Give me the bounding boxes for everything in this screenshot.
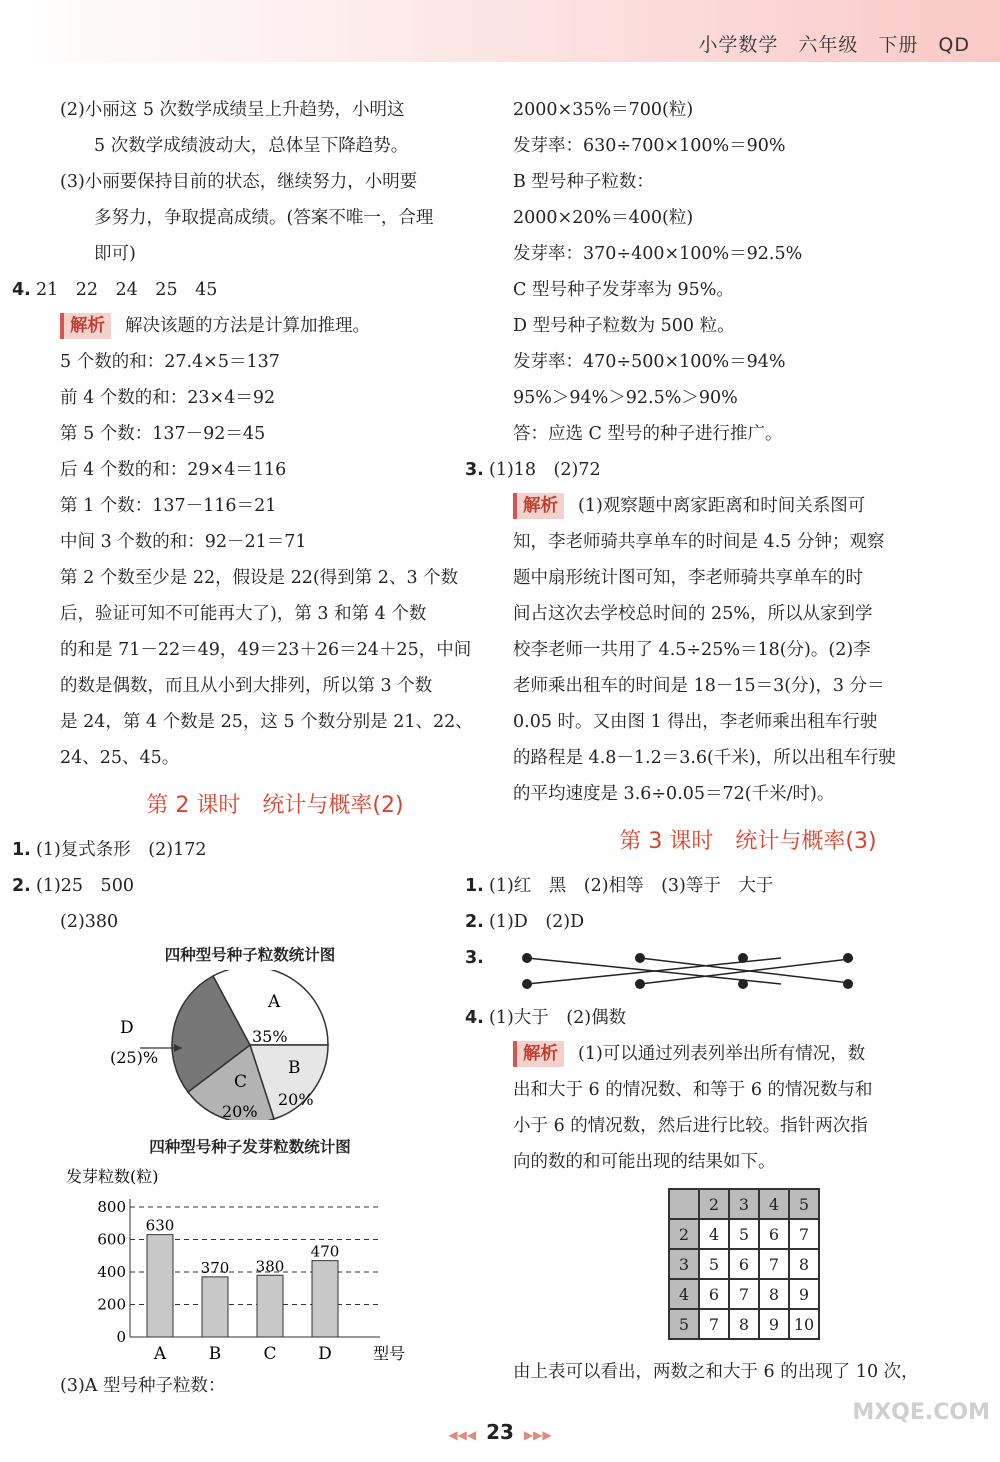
pie-pct-c: 20% (222, 1102, 258, 1120)
left-p1-3: 多努力，争取提高成绩。(答案不唯一，合理 (94, 208, 434, 228)
y-tick-label: 400 (97, 1263, 126, 1281)
bar-D (312, 1261, 338, 1337)
table-cell: 8 (789, 1249, 819, 1279)
q4-line-0: 5 个数的和：27.4×5＝137 (60, 352, 280, 372)
q4-line-2: 第 5 个数：137－92＝45 (60, 424, 266, 444)
table-cell: 6 (729, 1249, 759, 1279)
q4-line-10: 是 24，第 4 个数是 25，这 5 个数分别是 21、22、 (60, 712, 473, 732)
pie-title: 四种型号种子粒数统计图 (164, 946, 336, 964)
analysis-tag: 解析 (60, 313, 111, 339)
q4-line-6: 第 2 个数至少是 22，假设是 22(得到第 2、3 个数 (60, 568, 459, 588)
q3-line-6: 0.05 时。又由图 1 得出，李老师乘出租车行驶 (513, 712, 878, 732)
q3-analysis-first: 解析 (1)观察题中离家距离和时间关系图可 (513, 488, 983, 524)
bar-value-label: 380 (255, 1257, 285, 1276)
page-header (0, 0, 1000, 62)
matching-diagram (513, 940, 853, 1000)
left-p1-1: 5 次数学成绩波动大，总体呈下降趋势。 (94, 136, 409, 156)
header-text: 小学数学 六年级 下册 QD (698, 34, 970, 56)
b2: 2. (1)D (2)D (465, 912, 585, 932)
table-cell: 5 (729, 1219, 759, 1249)
left-p1-4: 即可) (94, 244, 136, 264)
table-cell: 9 (789, 1279, 819, 1309)
pie-pct-a: 35% (252, 1027, 288, 1046)
left-p1-0: (2)小丽这 5 次数学成绩呈上升趋势，小明这 (60, 100, 405, 120)
table-header-cell: 4 (759, 1189, 789, 1219)
y-tick-label: 800 (97, 1198, 126, 1216)
pie-label-c: C (234, 1072, 248, 1092)
x-tick-label: C (263, 1344, 277, 1362)
q3-line-4: 校李老师一共用了 4.5÷25%＝18(分)。(2)李 (513, 640, 871, 660)
pie-pct-d: (25)% (110, 1048, 159, 1067)
q4-answer: 4. 21 22 24 25 45 (12, 280, 218, 300)
y-tick-label: 600 (97, 1230, 126, 1249)
bar-value-label: 370 (200, 1258, 230, 1277)
q3-line-8: 的平均速度是 3.6÷0.05＝72(千米/时)。 (513, 784, 835, 804)
table-cell: 4 (699, 1219, 729, 1249)
bar-xlabel: 型号 (373, 1344, 406, 1362)
a2: 2. (1)25 500 (12, 876, 134, 896)
x-tick-label: B (208, 1344, 222, 1362)
y-tick-label: 200 (97, 1295, 126, 1314)
q4-line-9: 的数是偶数，而且从小到大排列，所以第 3 个数 (60, 676, 433, 696)
sum-table-wrap (513, 1180, 983, 1354)
right-line-7: 发芽率：470÷500×100%＝94% (513, 352, 786, 372)
pie-pct-b: 20% (278, 1090, 314, 1109)
pie-chart (60, 970, 440, 1120)
b4-line-3: 向的数的和可能出现的结果如下。 (513, 1152, 776, 1172)
watermark: MXQE.COM (852, 1400, 990, 1425)
q4-line-3: 后 4 个数的和：29×4＝116 (60, 460, 287, 480)
section-title-2: 第 2 课时 统计与概率(2) (146, 793, 404, 818)
bar-B (202, 1277, 228, 1337)
right-line-2: B 型号种子粒数： (513, 172, 654, 192)
q3-line-2: 题中扇形统计图可知，李老师骑共享单车的时 (513, 568, 863, 588)
table-row (669, 1309, 819, 1339)
section-title-3: 第 3 课时 统计与概率(3) (619, 829, 877, 854)
x-tick-label: A (153, 1344, 167, 1362)
table-cell: 6 (699, 1279, 729, 1309)
q3-line-5: 老师乘出租车的时间是 18－15＝3(分)，3 分＝ (513, 676, 885, 696)
table-cell: 7 (759, 1249, 789, 1279)
right-line-8: 95%＞94%＞92.5%＞90% (513, 388, 738, 408)
table-cell: 7 (729, 1279, 759, 1309)
q3-line-1: 知，李老师骑共享单车的时间是 4.5 分钟；观察 (513, 532, 885, 552)
right-line-9: 答：应选 C 型号的种子进行推广。 (513, 424, 783, 444)
table-cell: 5 (699, 1249, 729, 1279)
b4-analysis-first: 解析 (1)可以通过列表列举出所有情况，数 (513, 1036, 983, 1072)
x-tick-label: D (318, 1344, 332, 1362)
table-cell: 8 (729, 1309, 759, 1339)
table-cell: 7 (699, 1309, 729, 1339)
a1: 1. (1)复式条形 (2)172 (12, 840, 207, 860)
right-column (465, 92, 983, 1390)
q3-line-7: 的路程是 4.8－1.2＝3.6(千米)，所以出租车行驶 (513, 748, 896, 768)
pie-label-d: D (120, 1018, 134, 1038)
bar-value-label: 630 (145, 1216, 175, 1235)
q4-line-1: 前 4 个数的和：23×4＝92 (60, 388, 276, 408)
table-cell: 9 (759, 1309, 789, 1339)
a2-part2: (2)380 (60, 912, 119, 932)
page-number: ◀◀◀ 23 ▶▶▶ (448, 1420, 552, 1444)
last-line: 由上表可以看出，两数之和大于 6 的出现了 10 次， (513, 1362, 919, 1382)
table-cell: 3 (669, 1249, 699, 1279)
table-cell: 7 (789, 1219, 819, 1249)
pie-label-a: A (268, 992, 281, 1012)
right-line-1: 发芽率：630÷700×100%＝90% (513, 136, 786, 156)
sum-table (668, 1188, 820, 1340)
table-cell: 2 (669, 1219, 699, 1249)
right-line-3: 2000×20%＝400(粒) (513, 208, 694, 228)
right-line-6: D 型号种子粒数为 500 粒。 (513, 316, 735, 336)
table-row (669, 1219, 819, 1249)
table-cell: 6 (759, 1219, 789, 1249)
table-cell: 10 (789, 1309, 819, 1339)
table-cell: 5 (669, 1309, 699, 1339)
q3-line-3: 间占这次去学校总时间的 25%，所以从家到学 (513, 604, 873, 624)
b1: 1. (1)红 黑 (2)相等 (3)等于 大于 (465, 876, 774, 896)
table-header-cell: 5 (789, 1189, 819, 1219)
table-cell: 8 (759, 1279, 789, 1309)
bar-value-label: 470 (310, 1242, 340, 1261)
q4-analysis: 解析 解决该题的方法是计算加推理。 (60, 308, 490, 344)
b3: 3. (489, 940, 983, 1000)
table-row (669, 1249, 819, 1279)
q3-answer: 3. (1)18 (2)72 (465, 460, 601, 480)
right-line-4: 发芽率：370÷400×100%＝92.5% (513, 244, 803, 264)
b4-line-2: 小于 6 的情况数，然后进行比较。指针两次指 (513, 1116, 868, 1136)
pie-label-b: B (288, 1058, 301, 1078)
bar-A (147, 1235, 173, 1337)
right-line-0: 2000×35%＝700(粒) (513, 100, 694, 120)
bar-C (257, 1275, 283, 1337)
bar-chart (60, 1162, 440, 1362)
table-header-cell: 2 (699, 1189, 729, 1219)
table-header-cell (669, 1189, 699, 1219)
table-cell: 4 (669, 1279, 699, 1309)
left-column (12, 92, 490, 1404)
b4-line-1: 出和大于 6 的情况数、和等于 6 的情况数与和 (513, 1080, 873, 1100)
table-header-cell: 3 (729, 1189, 759, 1219)
left-p1-2: (3)小丽要保持目前的状态，继续努力，小明要 (60, 172, 418, 192)
q4-line-11: 24、25、45。 (60, 748, 180, 768)
a3: (3)A 型号种子粒数： (60, 1376, 226, 1396)
y-tick-label: 0 (116, 1328, 126, 1346)
b4: 4. (1)大于 (2)偶数 (465, 1008, 627, 1028)
q4-line-4: 第 1 个数：137－116＝21 (60, 496, 277, 516)
right-line-5: C 型号种子发芽率为 95%。 (513, 280, 734, 300)
q4-line-5: 中间 3 个数的和：92－21＝71 (60, 532, 307, 552)
q4-line-8: 的和是 71－22＝49，49＝23＋26＝24＋25，中间 (60, 640, 472, 660)
table-row (669, 1279, 819, 1309)
bar-title: 四种型号种子发芽粒数统计图 (149, 1138, 351, 1156)
bar-ylabel: 发芽粒数(粒) (66, 1167, 159, 1186)
q4-line-7: 后，验证可知不可能再大了)，第 3 和第 4 个数 (60, 604, 427, 624)
